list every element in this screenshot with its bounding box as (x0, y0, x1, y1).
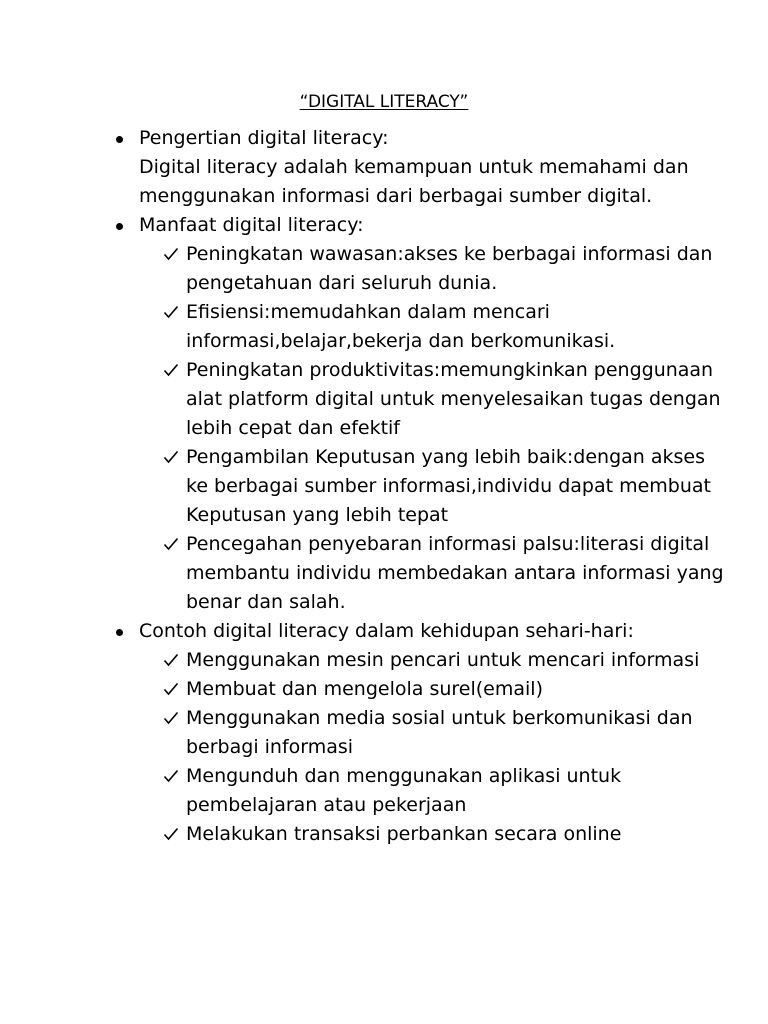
section-benefits (108, 211, 728, 240)
section-body: Digital literacy adalah kemampuan untuk memahami dan menggunakan informasi dari berbagai sumber digital. (139, 156, 689, 207)
list-item-text: Membuat dan mengelola surel(email) (186, 678, 543, 700)
bullet-dot-icon (116, 629, 123, 636)
section-heading: Pengertian digital literacy: (139, 127, 389, 149)
list-item-text: Mengunduh dan menggunakan aplikasi untuk pembelajaran atau pekerjaan (186, 765, 622, 816)
list-item (139, 820, 728, 849)
section-examples (108, 617, 728, 646)
checkmark-icon (163, 356, 181, 385)
bullet-dot-icon (116, 223, 123, 230)
section-definition (108, 124, 728, 211)
list-item-text: Pengambilan Keputusan yang lebih baik:dengan akses ke berbagai sumber informasi,individu dapat membuat Keputusan yang lebih tepat (186, 446, 711, 526)
list-item (139, 762, 728, 820)
list-item-text: Peningkatan produktivitas:memungkinkan penggunaan alat platform digital untuk menyelesaikan tugas dengan lebih cepat dan efektif (186, 359, 721, 439)
list-item (139, 240, 728, 298)
list-item (139, 298, 728, 356)
checkmark-icon (163, 704, 181, 733)
benefits-check-list (139, 240, 728, 617)
list-item (139, 356, 728, 443)
checkmark-icon (163, 762, 181, 791)
list-item (139, 530, 728, 617)
checkmark-icon (163, 675, 181, 704)
list-item-text: Menggunakan media sosial untuk berkomunikasi dan berbagi informasi (186, 707, 693, 758)
list-item-text: Efisiensi:memudahkan dalam mencari informasi,belajar,bekerja dan berkomunikasi. (186, 301, 616, 352)
checkmark-icon (163, 443, 181, 472)
section-heading: Manfaat digital literacy: (139, 214, 364, 236)
list-item-text: Peningkatan wawasan:akses ke berbagai informasi dan pengetahuan dari seluruh dunia. (186, 243, 713, 294)
benefits-list-wrapper (108, 240, 728, 617)
document-title: “DIGITAL LITERACY” (299, 92, 469, 112)
checkmark-icon (163, 820, 181, 849)
examples-check-list (139, 646, 728, 849)
examples-list-wrapper (108, 646, 728, 849)
list-item (139, 443, 728, 530)
main-bullet-list (108, 124, 728, 849)
checkmark-icon (163, 298, 181, 327)
checkmark-icon (163, 646, 181, 675)
list-item (139, 646, 728, 675)
checkmark-icon (163, 530, 181, 559)
document-content (108, 124, 728, 849)
list-item (139, 704, 728, 762)
list-item-text: Pencegahan penyebaran informasi palsu:literasi digital membantu individu membedakan antara informasi yang benar dan salah. (186, 533, 724, 613)
list-item-text: Melakukan transaksi perbankan secara online (186, 823, 622, 845)
bullet-dot-icon (116, 136, 123, 143)
checkmark-icon (163, 240, 181, 269)
list-item (139, 675, 728, 704)
list-item-text: Menggunakan mesin pencari untuk mencari informasi (186, 649, 700, 671)
section-heading: Contoh digital literacy dalam kehidupan sehari-hari: (139, 620, 634, 642)
